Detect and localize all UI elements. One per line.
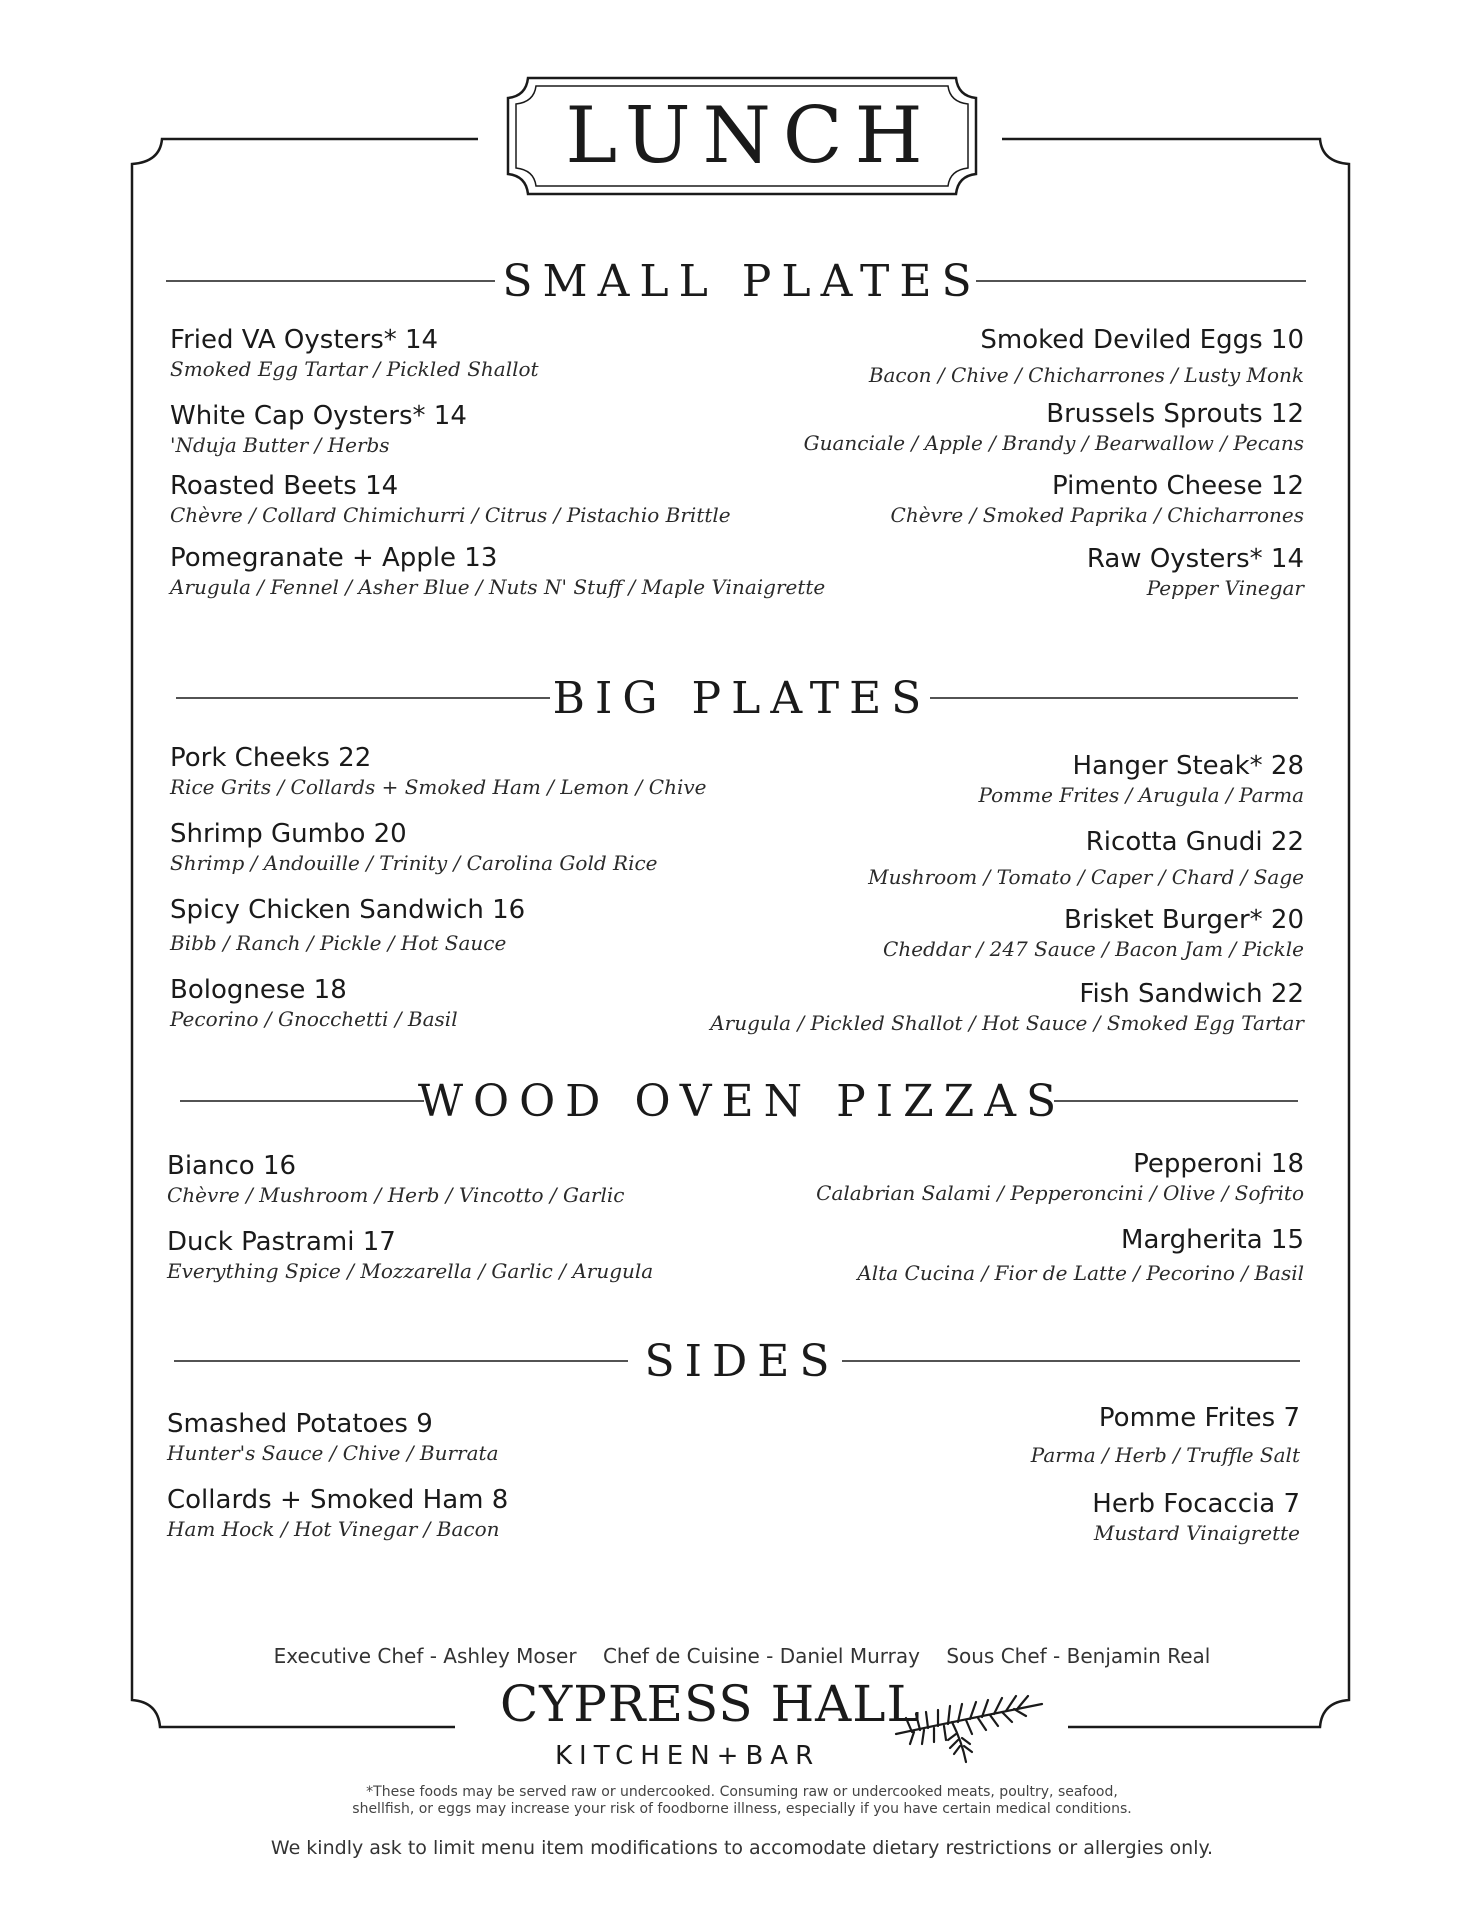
chef-de-cuisine-credit: Chef de Cuisine - Daniel Murray	[602, 1644, 920, 1668]
item-name: Pimento Cheese 12	[1051, 471, 1304, 501]
item-description: Arugula / Fennel / Asher Blue / Nuts N' Stuff / Maple Vinaigrette	[170, 575, 826, 599]
item-description: 'Nduja Butter / Herbs	[170, 433, 390, 457]
disclaimer-line: shellfish, or eggs may increase your risk of foodborne illness, especially if you have certain medical conditions.	[352, 1801, 1132, 1817]
menu-item	[816, 1148, 1304, 1206]
disclaimer-line: *These foods may be served raw or undercooked. Consuming raw or undercooked meats, poultry, seafood,	[366, 1784, 1118, 1800]
item-description: Mushroom / Tomato / Caper / Chard / Sage	[868, 865, 1304, 889]
cypress-branch-icon	[892, 1682, 1052, 1766]
item-description: Chèvre / Mushroom / Herb / Vincotto / Garlic	[167, 1183, 625, 1207]
item-name: Spicy Chicken Sandwich 16	[170, 895, 526, 925]
item-description: Bibb / Ranch / Pickle / Hot Sauce	[170, 931, 507, 955]
menu-item	[868, 826, 1304, 890]
item-description: Parma / Herb / Truffle Salt	[1030, 1443, 1300, 1467]
menu-item	[978, 750, 1304, 808]
item-name: Pomme Frites 7	[1098, 1403, 1300, 1433]
item-description: Bacon / Chive / Chicharrones / Lusty Monk	[868, 363, 1304, 387]
menu-item	[891, 470, 1304, 528]
item-description: Calabrian Salami / Pepperoncini / Olive / Sofrito	[816, 1181, 1304, 1205]
item-name: Fish Sandwich 22	[1079, 979, 1304, 1009]
item-name: Ricotta Gnudi 22	[1085, 827, 1304, 857]
item-description: Hunter's Sauce / Chive / Burrata	[167, 1441, 499, 1465]
item-name: Shrimp Gumbo 20	[170, 819, 407, 849]
menu-item	[170, 542, 825, 600]
item-name: Pomegranate + Apple 13	[170, 543, 498, 573]
menu-item	[170, 742, 706, 800]
item-description: Pepper Vinegar	[1146, 576, 1304, 600]
foodborne-disclaimer	[0, 1784, 1484, 1818]
menu-item	[710, 978, 1304, 1036]
menu-item	[170, 324, 539, 382]
item-name: Smashed Potatoes 9	[167, 1409, 433, 1439]
item-description: Everything Spice / Mozzarella / Garlic / Arugula	[167, 1259, 654, 1283]
menu-item	[170, 974, 458, 1032]
item-description: Pecorino / Gnocchetti / Basil	[170, 1007, 458, 1031]
menu-item	[170, 818, 658, 876]
menu-item	[883, 904, 1304, 962]
menu-item	[167, 1484, 508, 1542]
section-heading-big-plates: BIG PLATES	[552, 673, 932, 724]
item-name: Brussels Sprouts 12	[1046, 399, 1304, 429]
menu-item	[1031, 1402, 1300, 1468]
menu-item	[167, 1408, 499, 1466]
item-name: Margherita 15	[1121, 1225, 1304, 1255]
item-name: Brisket Burger* 20	[1064, 905, 1304, 935]
item-description: Arugula / Pickled Shallot / Hot Sauce / Smoked Egg Tartar	[710, 1011, 1304, 1035]
item-description: Chèvre / Smoked Paprika / Chicharrones	[890, 503, 1304, 527]
item-description: Ham Hock / Hot Vinegar / Bacon	[167, 1517, 500, 1541]
item-description: Smoked Egg Tartar / Pickled Shallot	[170, 357, 539, 381]
menu-item	[804, 398, 1304, 456]
item-name: Herb Focaccia 7	[1092, 1489, 1300, 1519]
item-description: Chèvre / Collard Chimichurri / Citrus / Pistachio Brittle	[170, 503, 731, 527]
item-description: Shrimp / Andouille / Trinity / Carolina Gold Rice	[170, 851, 658, 875]
item-name: Smoked Deviled Eggs 10	[980, 325, 1304, 355]
item-name: Roasted Beets 14	[170, 471, 399, 501]
item-name: White Cap Oysters* 14	[170, 401, 467, 431]
menu-item	[170, 470, 731, 528]
item-description: Alta Cucina / Fior de Latte / Pecorino / Basil	[857, 1261, 1304, 1285]
brand-name: CYPRESS HALL	[500, 1675, 921, 1733]
menu-item	[170, 400, 467, 458]
executive-chef-credit: Executive Chef - Ashley Moser	[273, 1644, 577, 1668]
item-name: Bolognese 18	[170, 975, 347, 1005]
chef-credits	[0, 1643, 1484, 1669]
modification-note: We kindly ask to limit menu item modifications to accomodate dietary restrictions or allergies only.	[270, 1837, 1214, 1859]
sous-chef-credit: Sous Chef - Benjamin Real	[946, 1644, 1211, 1668]
item-name: Collards + Smoked Ham 8	[167, 1485, 509, 1515]
section-heading-pizzas: WOOD OVEN PIZZAS	[417, 1076, 1067, 1127]
menu-item	[170, 894, 525, 956]
item-name: Fried VA Oysters* 14	[170, 325, 439, 355]
section-heading-sides: SIDES	[644, 1336, 840, 1387]
item-name: Bianco 16	[167, 1151, 297, 1181]
item-description: Cheddar / 247 Sauce / Bacon Jam / Pickle	[883, 937, 1304, 961]
menu-item	[1092, 1488, 1300, 1546]
item-name: Raw Oysters* 14	[1086, 544, 1304, 574]
item-name: Duck Pastrami 17	[167, 1227, 396, 1257]
menu-item	[857, 1224, 1304, 1286]
menu-item	[167, 1226, 653, 1284]
menu-item	[1087, 543, 1304, 601]
section-heading-small-plates: SMALL PLATES	[502, 256, 982, 307]
menu-title: LUNCH	[565, 91, 935, 181]
brand-subtitle: KITCHEN+BAR	[555, 1741, 821, 1771]
item-name: Pork Cheeks 22	[170, 743, 372, 773]
item-description: Mustard Vinaigrette	[1093, 1521, 1300, 1545]
item-name: Hanger Steak* 28	[1072, 751, 1304, 781]
item-name: Pepperoni 18	[1133, 1149, 1304, 1179]
item-description: Pomme Frites / Arugula / Parma	[978, 783, 1304, 807]
item-description: Rice Grits / Collards + Smoked Ham / Lemon / Chive	[170, 775, 707, 799]
menu-item	[167, 1150, 624, 1208]
item-description: Guanciale / Apple / Brandy / Bearwallow / Pecans	[803, 431, 1304, 455]
menu-item	[869, 324, 1304, 388]
